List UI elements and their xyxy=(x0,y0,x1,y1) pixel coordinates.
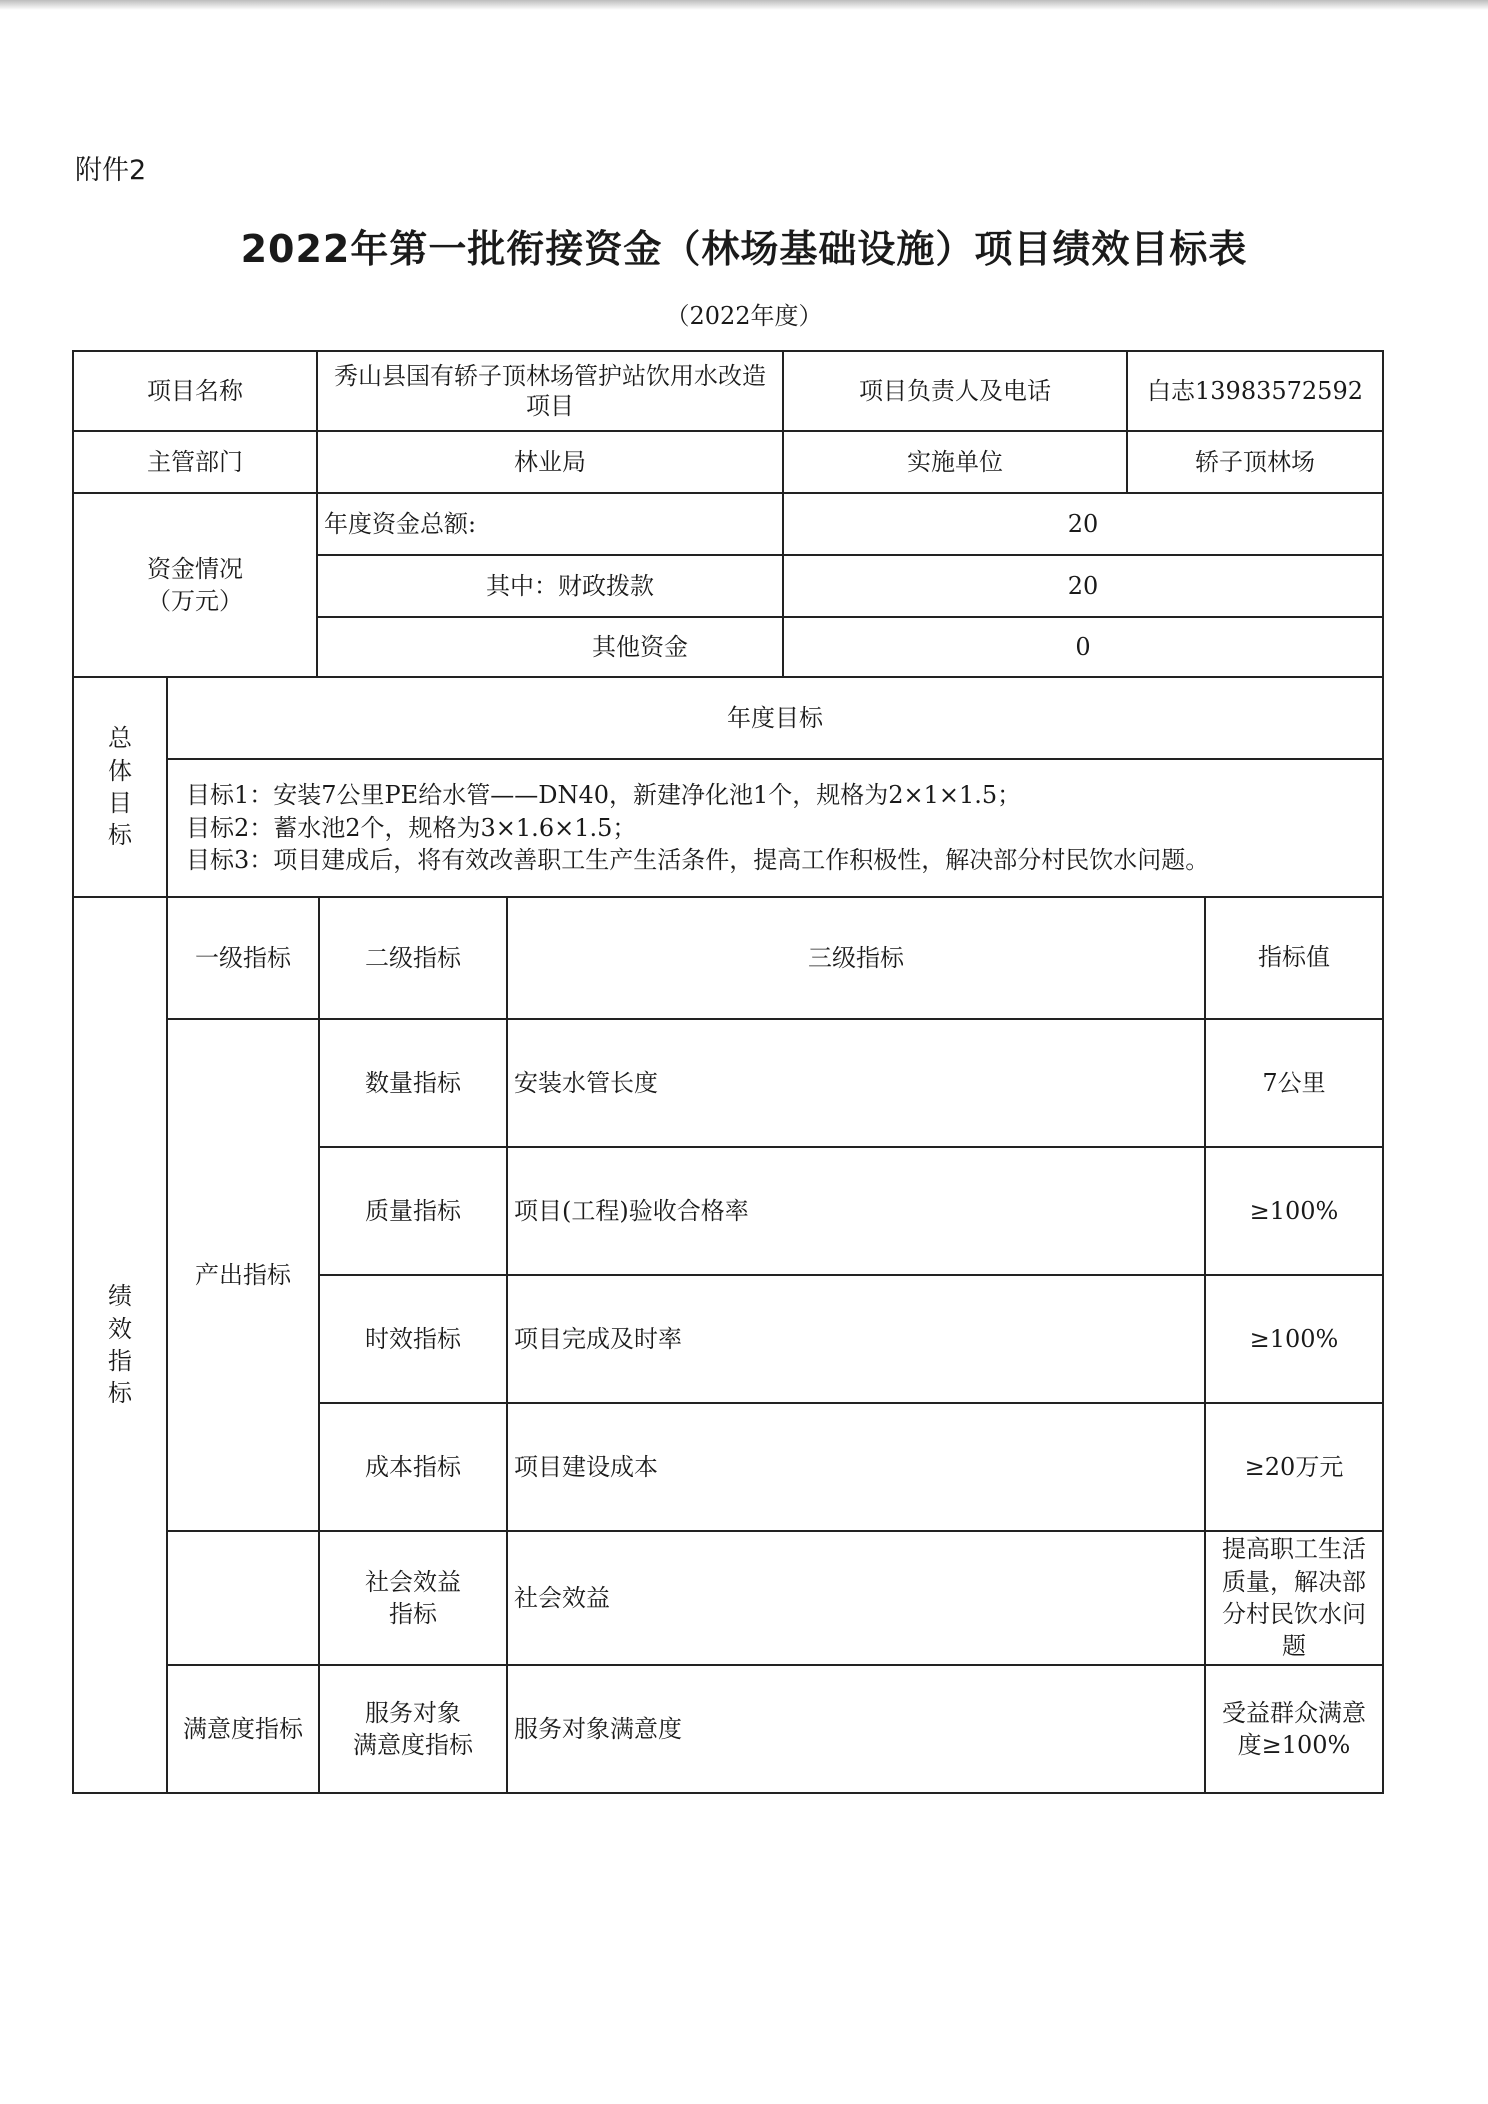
funds-fiscal-value: 20 xyxy=(782,554,1384,618)
satisfaction-value-line: 度≥100% xyxy=(1237,1731,1351,1759)
social-level2-line: 社会效益 xyxy=(365,1567,461,1596)
social-level2 xyxy=(318,1530,508,1666)
row-value: ≥100% xyxy=(1204,1146,1384,1276)
row-level2: 质量指标 xyxy=(318,1146,508,1276)
funds-other-label: 其他资金 xyxy=(316,616,784,678)
col-header-level1: 一级指标 xyxy=(166,896,320,1020)
project-name-label: 项目名称 xyxy=(72,350,318,432)
goal-item: 目标1：安装7公里PE给水管——DN40，新建净化池1个，规格为2×1×1.5； xyxy=(186,781,1022,810)
social-value-line: 提高职工生活 xyxy=(1222,1535,1366,1564)
row-value: 7公里 xyxy=(1204,1018,1384,1148)
goal-list xyxy=(166,758,1384,898)
performance-side-label xyxy=(72,896,168,1794)
project-owner-label: 项目负责人及电话 xyxy=(782,350,1128,432)
goal-item: 目标3：项目建成后，将有效改善职工生产生活条件，提高工作积极性，解决部分村民饮水问题。 xyxy=(186,846,1210,875)
dept-value: 林业局 xyxy=(316,430,784,494)
col-header-level2: 二级指标 xyxy=(318,896,508,1020)
overall-side-char: 总 xyxy=(108,724,132,753)
social-value-line: 分村民饮水问 xyxy=(1222,1600,1366,1628)
row-level2: 时效指标 xyxy=(318,1274,508,1404)
attachment-label: 附件2 xyxy=(75,155,147,186)
performance-side-char: 标 xyxy=(108,1379,132,1408)
row-level3: 项目完成及时率 xyxy=(506,1274,1206,1404)
satisfaction-level2-line: 服务对象 xyxy=(365,1698,461,1727)
satisfaction-value-line: 受益群众满意 xyxy=(1222,1698,1366,1727)
dept-label: 主管部门 xyxy=(72,430,318,494)
funds-label-line1: 资金情况 xyxy=(147,554,243,583)
social-value xyxy=(1204,1530,1384,1666)
impl-unit-value: 轿子顶林场 xyxy=(1126,430,1384,494)
satisfaction-level1: 满意度指标 xyxy=(166,1664,320,1794)
funds-label-line2: （万元） xyxy=(147,587,243,615)
col-header-value: 指标值 xyxy=(1204,896,1384,1020)
overall-side-char: 体 xyxy=(108,756,132,785)
social-level2-line: 指标 xyxy=(389,1600,437,1628)
overall-side-char: 目 xyxy=(108,789,132,817)
effect-indicator-cell xyxy=(166,1530,320,1666)
funds-label xyxy=(72,492,318,678)
row-value: ≥20万元 xyxy=(1204,1402,1384,1532)
annual-goal-header: 年度目标 xyxy=(166,676,1384,760)
social-level3: 社会效益 xyxy=(506,1530,1206,1666)
project-owner-value: 白志13983572592 xyxy=(1126,350,1384,432)
satisfaction-level3: 服务对象满意度 xyxy=(506,1664,1206,1794)
row-level2: 数量指标 xyxy=(318,1018,508,1148)
row-level3: 项目建设成本 xyxy=(506,1402,1206,1532)
overall-goal-side-label xyxy=(72,676,168,898)
satisfaction-level2-line: 满意度指标 xyxy=(353,1731,473,1759)
satisfaction-level2 xyxy=(318,1664,508,1794)
funds-total-label: 年度资金总额: xyxy=(316,492,784,556)
social-value-line: 质量，解决部 xyxy=(1222,1567,1366,1596)
col-header-level3: 三级指标 xyxy=(506,896,1206,1020)
document-title: 2022年第一批衔接资金（林场基础设施）项目绩效目标表 xyxy=(240,227,1248,271)
performance-side-char: 绩 xyxy=(108,1282,132,1311)
scan-edge xyxy=(0,0,1488,10)
performance-side-char: 指 xyxy=(108,1347,132,1375)
row-level3: 安装水管长度 xyxy=(506,1018,1206,1148)
satisfaction-value xyxy=(1204,1664,1384,1794)
goal-item: 目标2：蓄水池2个，规格为3×1.6×1.5； xyxy=(186,813,637,842)
overall-side-char: 标 xyxy=(108,821,132,850)
document-subtitle: （2022年度） xyxy=(665,302,823,330)
funds-fiscal-label: 其中：财政拨款 xyxy=(316,554,784,618)
row-level2: 成本指标 xyxy=(318,1402,508,1532)
row-value: ≥100% xyxy=(1204,1274,1384,1404)
project-name-value: 秀山县国有轿子顶林场管护站饮用水改造项目 xyxy=(316,350,784,432)
impl-unit-label: 实施单位 xyxy=(782,430,1128,494)
row-level3: 项目(工程)验收合格率 xyxy=(506,1146,1206,1276)
performance-side-char: 效 xyxy=(108,1314,132,1343)
social-value-line: 题 xyxy=(1282,1632,1306,1661)
funds-total-value: 20 xyxy=(782,492,1384,556)
funds-other-value: 0 xyxy=(782,616,1384,678)
output-indicator-label: 产出指标 xyxy=(166,1018,320,1532)
